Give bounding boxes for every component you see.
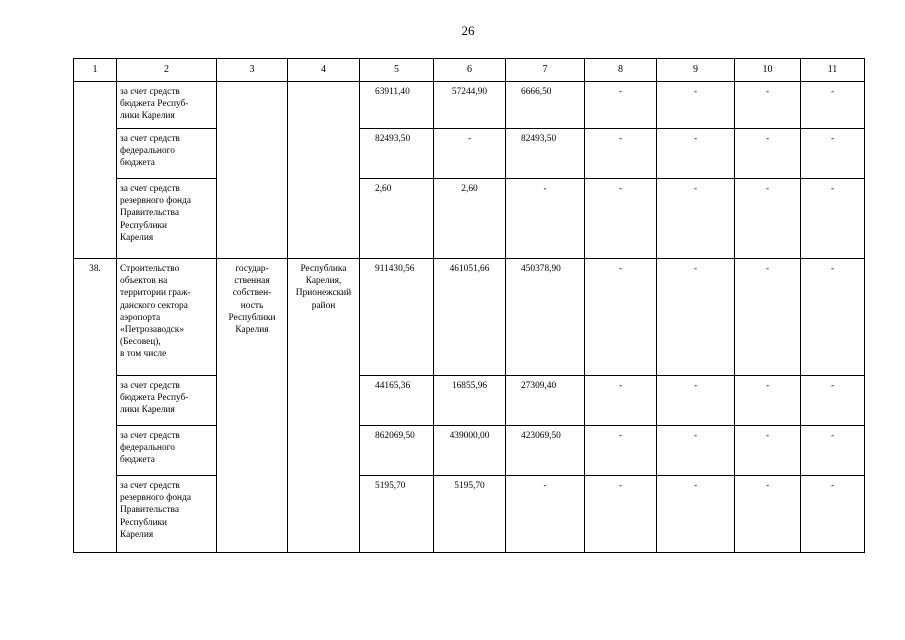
col9-value: - (657, 259, 735, 376)
col11-value: - (801, 376, 865, 426)
location-cell: Республика Карелия, Прионежский район (288, 259, 360, 553)
col5-value: 44165,36 (360, 376, 434, 426)
col10-value: - (735, 179, 801, 259)
project-description-cell: Строительство объектов на территории граж- данского сектора аэропорта «Петрозаводск» (Бесовец), в том числе (117, 259, 217, 376)
col11-value: - (801, 129, 865, 179)
col10-value: - (735, 129, 801, 179)
table-row (74, 259, 865, 376)
col6-value: 5195,70 (434, 476, 506, 553)
col6-value: 439000,00 (434, 426, 506, 476)
column-header: 6 (434, 59, 506, 82)
column-header: 11 (801, 59, 865, 82)
col9-value: - (657, 476, 735, 553)
table-header-row (74, 59, 865, 82)
col5-value: 911430,56 (360, 259, 434, 376)
funding-source-cell: за счет средств резервного фонда Правительства Республики Карелия (117, 179, 217, 259)
col5-value: 63911,40 (360, 82, 434, 129)
page-number: 26 (461, 23, 475, 38)
col10-value: - (735, 259, 801, 376)
column-header: 2 (117, 59, 217, 82)
column-header: 7 (506, 59, 585, 82)
col11-value: - (801, 179, 865, 259)
col11-value: - (801, 259, 865, 376)
col9-value: - (657, 426, 735, 476)
table-row (74, 476, 865, 553)
col10-value: - (735, 476, 801, 553)
funding-source-cell: за счет средств федерального бюджета (117, 426, 217, 476)
col10-value: - (735, 376, 801, 426)
col9-value: - (657, 129, 735, 179)
location-cell (288, 82, 360, 259)
column-header: 4 (288, 59, 360, 82)
funding-source-cell: за счет средств бюджета Респуб- лики Карелия (117, 82, 217, 129)
col11-value: - (801, 476, 865, 553)
col10-value: - (735, 426, 801, 476)
col5-value: 5195,70 (360, 476, 434, 553)
column-header: 10 (735, 59, 801, 82)
col8-value: - (585, 179, 657, 259)
col8-value: - (585, 476, 657, 553)
column-header: 3 (217, 59, 288, 82)
col8-value: - (585, 376, 657, 426)
table-row (74, 82, 865, 129)
col9-value: - (657, 376, 735, 426)
table-row (74, 426, 865, 476)
col6-value: - (434, 129, 506, 179)
row-index-cell: 38. (74, 259, 117, 553)
col7-value: 423069,50 (506, 426, 585, 476)
table-row (74, 376, 865, 426)
ownership-cell: государ- ственная собствен- ность Республики Карелия (217, 259, 288, 553)
col6-value: 57244,90 (434, 82, 506, 129)
funding-source-cell: за счет средств резервного фонда Правительства Республики Карелия (117, 476, 217, 553)
budget-table (73, 58, 865, 553)
col9-value: - (657, 82, 735, 129)
col8-value: - (585, 129, 657, 179)
col10-value: - (735, 82, 801, 129)
col6-value: 16855,96 (434, 376, 506, 426)
col11-value: - (801, 426, 865, 476)
column-header: 5 (360, 59, 434, 82)
col5-value: 82493,50 (360, 129, 434, 179)
row-index-cell (74, 82, 117, 259)
column-header: 1 (74, 59, 117, 82)
table-row (74, 179, 865, 259)
col8-value: - (585, 259, 657, 376)
col7-value: 6666,50 (506, 82, 585, 129)
col6-value: 2,60 (434, 179, 506, 259)
table-row (74, 129, 865, 179)
col7-value: - (506, 476, 585, 553)
col5-value: 862069,50 (360, 426, 434, 476)
col7-value: 450378,90 (506, 259, 585, 376)
column-header: 9 (657, 59, 735, 82)
ownership-cell (217, 82, 288, 259)
col7-value: 27309,40 (506, 376, 585, 426)
col6-value: 461051,66 (434, 259, 506, 376)
col8-value: - (585, 82, 657, 129)
col7-value: - (506, 179, 585, 259)
col5-value: 2,60 (360, 179, 434, 259)
column-header: 8 (585, 59, 657, 82)
col9-value: - (657, 179, 735, 259)
col11-value: - (801, 82, 865, 129)
col7-value: 82493,50 (506, 129, 585, 179)
funding-source-cell: за счет средств бюджета Респуб- лики Карелия (117, 376, 217, 426)
col8-value: - (585, 426, 657, 476)
funding-source-cell: за счет средств федерального бюджета (117, 129, 217, 179)
